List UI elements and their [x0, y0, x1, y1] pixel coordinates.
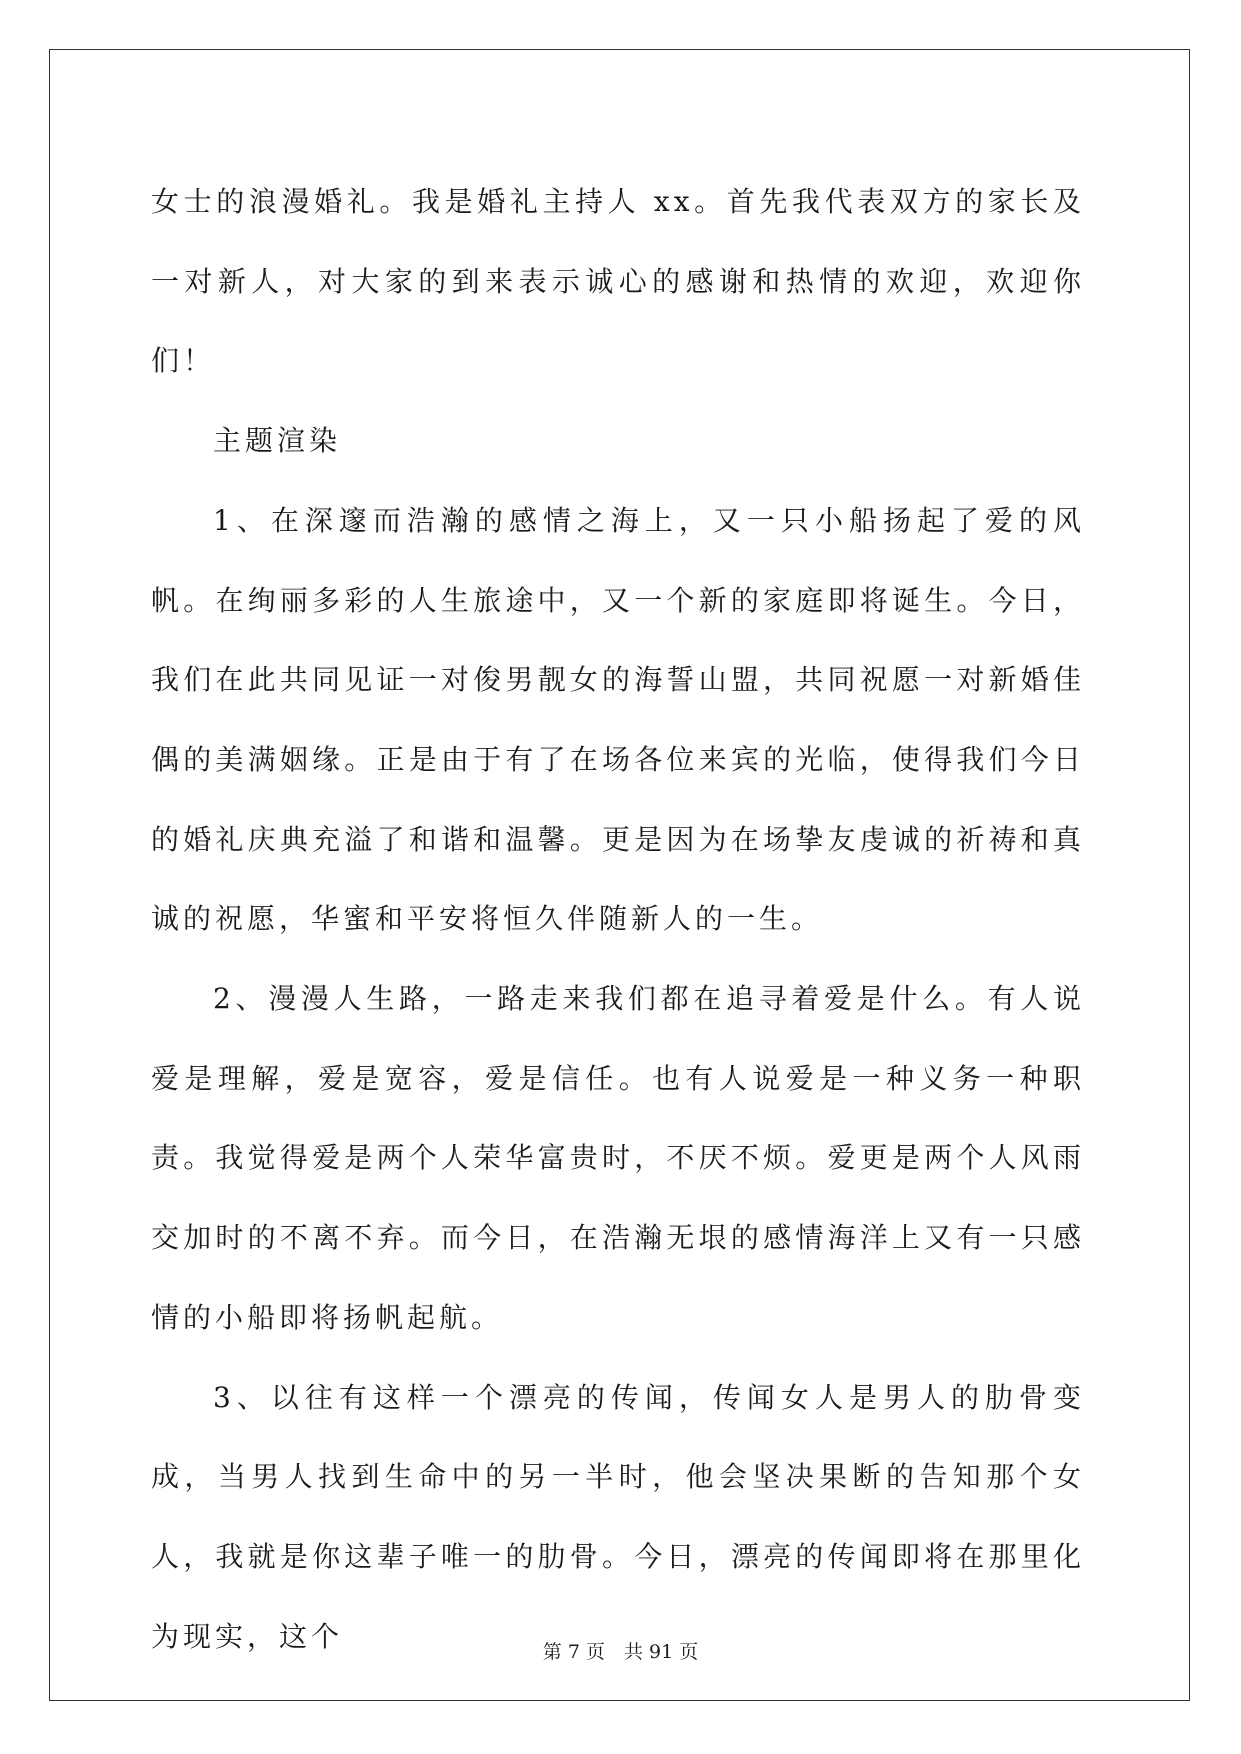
paragraph — [151, 959, 1085, 1358]
text-line: 你这辈子唯一的肋骨。今日，漂亮的传闻即将在那里化为现实，这个 — [151, 1539, 1085, 1653]
text-line: 共同见证一对俊男靓女的海誓山盟，共同祝愿一对新婚佳偶的美满姻 — [151, 663, 1085, 776]
text-line: 女士的浪漫婚礼。我是婚礼主持人 xx。首先我代表双方的家长及一对 — [151, 185, 1085, 298]
text-line: 新人，对大家的到来表示诚心的感谢和热情的欢迎，欢迎你们！ — [151, 264, 1085, 378]
page-number-label: 第 7 页 共 91 页 — [542, 1641, 699, 1663]
text-line: 2、漫漫人生路，一路走来我们都在追寻着爱是什么。有人说爱是 — [151, 982, 1085, 1095]
text-line: 3、以往有这样一个漂亮的传闻，传闻女人是男人的肋骨变成，当 — [151, 1380, 1085, 1494]
text-line: 扬帆起航。 — [343, 1300, 504, 1334]
page-footer — [0, 1637, 1241, 1664]
text-line: 溢了和谐和温馨。更是因为在场挚友虔诚的祈祷和真诚的祝愿，华蜜 — [151, 822, 1085, 936]
text-line: 主题渲染 — [213, 424, 342, 458]
paragraph — [151, 162, 1085, 401]
text-line: 和平安将恒久伴随新人的一生。 — [375, 902, 824, 936]
text-line: 理解，爱是宽容，爱是信任。也有人说爱是一种义务一种职责。我觉 — [151, 1061, 1085, 1175]
paragraph — [151, 1358, 1085, 1677]
paragraph — [151, 481, 1085, 959]
text-line: 1、在深邃而浩瀚的感情之海上，又一只小船扬起了爱的风帆。在 — [151, 503, 1085, 617]
text-line: 离不弃。而今日，在浩瀚无垠的感情海洋上又有一只感情的小船即将 — [151, 1221, 1085, 1334]
text-line: 绚丽多彩的人生旅途中，又一个新的家庭即将诞生。今日，我们在此 — [151, 583, 1085, 697]
text-line: 得爱是两个人荣华富贵时，不厌不烦。爱更是两个人风雨交加时的不 — [151, 1141, 1085, 1255]
text-line: 缘。正是由于有了在场各位来宾的光临，使得我们今日的婚礼庆典充 — [151, 742, 1085, 856]
paragraph — [151, 401, 1085, 481]
text-line: 男人找到生命中的另一半时，他会坚决果断的告知那个女人，我就是 — [151, 1460, 1085, 1573]
document-body — [151, 162, 1085, 1676]
